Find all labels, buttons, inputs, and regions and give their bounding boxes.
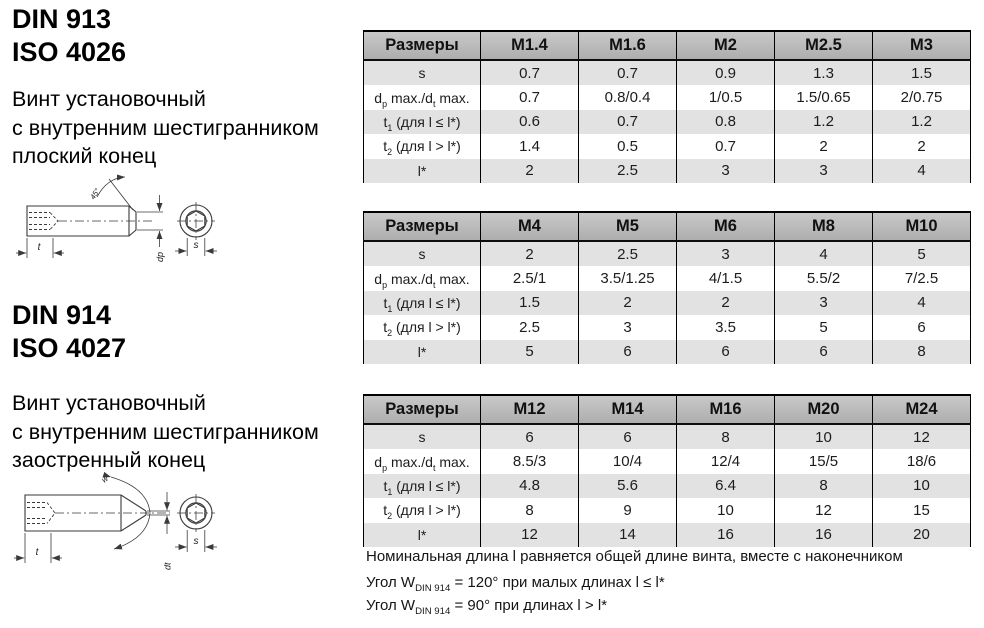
value-cell: 2/0.75	[873, 85, 971, 109]
row-label: $d_p$ $\max./d_t$ max.	[364, 266, 481, 290]
standard-heading-din914	[12, 299, 126, 365]
column-header-size: M5	[579, 212, 677, 241]
value-cell: 16	[677, 523, 775, 547]
description-din913	[12, 85, 319, 171]
row-label: s	[364, 241, 481, 266]
value-cell: 12	[873, 424, 971, 449]
value-cell: 1/0.5	[677, 85, 775, 109]
column-header-size: M14	[579, 395, 677, 424]
s-dimension-label: s	[193, 240, 199, 251]
value-cell: 0.5	[579, 134, 677, 158]
value-cell: 3	[677, 159, 775, 183]
column-header-size: M2.5	[775, 31, 873, 60]
note-angle-90: Угол $W_{DIN 914} = 90^\circ$ при длинах l > l*	[366, 597, 608, 617]
value-cell: 2.5	[579, 241, 677, 266]
end-view-crosshair	[177, 494, 215, 532]
column-header-size: M6	[677, 212, 775, 241]
value-cell: 0.8/0.4	[579, 85, 677, 109]
table-header-row	[364, 212, 971, 241]
description-line: с внутренним шестигранником	[12, 419, 319, 444]
description-line: плоский конец	[12, 144, 157, 168]
value-cell: 6	[677, 340, 775, 364]
table-header-row	[364, 395, 971, 424]
cone-angle-label: w	[99, 473, 110, 485]
note-nominal-length: Номинальная длина l равняется общей длине винта, вместе с наконечником	[366, 548, 903, 565]
value-cell: 8	[677, 424, 775, 449]
value-cell: 2	[677, 291, 775, 315]
table-row	[364, 291, 971, 315]
column-header-size: M16	[677, 395, 775, 424]
table-row	[364, 60, 971, 85]
column-header-title: Размеры	[364, 212, 481, 241]
table-row	[364, 159, 971, 183]
flat-point-screw-drawing	[12, 166, 227, 266]
column-header-size: M10	[873, 212, 971, 241]
value-cell: 5	[775, 315, 873, 339]
value-cell: 20	[873, 523, 971, 547]
column-header-size: M1.6	[579, 31, 677, 60]
note-angle-120: Угол $W_{DIN 914} = 120^\circ$ при малых длинах l ≤ l*	[366, 574, 665, 594]
value-cell: 2.5	[481, 315, 579, 339]
dimensions-table	[363, 211, 971, 364]
value-cell: 1.2	[873, 110, 971, 134]
value-cell: 0.7	[481, 60, 579, 85]
column-header-size: M3	[873, 31, 971, 60]
value-cell: 10	[873, 474, 971, 498]
cone-point-screw-drawing	[10, 470, 230, 585]
value-cell: 6	[481, 424, 579, 449]
value-cell: 6.4	[677, 474, 775, 498]
value-cell: 18/6	[873, 449, 971, 473]
description-line: Винт установочный	[12, 87, 206, 111]
value-cell: 0.7	[481, 85, 579, 109]
value-cell: 3	[775, 159, 873, 183]
value-cell: 8	[873, 340, 971, 364]
value-cell: 8	[775, 474, 873, 498]
value-cell: 1.4	[481, 134, 579, 158]
value-cell: 5.5/2	[775, 266, 873, 290]
table-row	[364, 85, 971, 109]
value-cell: 6	[873, 315, 971, 339]
hex-socket-hidden-lines	[29, 213, 58, 230]
table-row	[364, 424, 971, 449]
value-cell: 4/1.5	[677, 266, 775, 290]
iso-number: ISO 4026	[12, 37, 127, 67]
value-cell: 6	[579, 424, 677, 449]
row-label: s	[364, 424, 481, 449]
table-row	[364, 449, 971, 473]
column-header-size: M20	[775, 395, 873, 424]
dimensions-table	[363, 394, 971, 547]
value-cell: 2	[481, 159, 579, 183]
value-cell: 4	[775, 241, 873, 266]
value-cell: 1.5	[481, 291, 579, 315]
value-cell: 2	[775, 134, 873, 158]
value-cell: 12/4	[677, 449, 775, 473]
value-cell: 3.5	[677, 315, 775, 339]
din-number: DIN 913	[12, 4, 112, 34]
row-label: l*	[364, 340, 481, 364]
table-row	[364, 340, 971, 364]
row-label: $t_1$ (для l ≤ l*)	[364, 474, 481, 498]
value-cell: 1.5/0.65	[775, 85, 873, 109]
dimensions-table-m12-m24	[363, 394, 971, 547]
value-cell: 10	[677, 498, 775, 522]
hex-socket-hidden-lines	[27, 503, 55, 524]
value-cell: 6	[775, 340, 873, 364]
row-label: $t_1$ (для l ≤ l*)	[364, 110, 481, 134]
value-cell: 1.5	[873, 60, 971, 85]
value-cell: 0.7	[579, 60, 677, 85]
table-row	[364, 523, 971, 547]
table-header-row	[364, 31, 971, 60]
value-cell: 3.5/1.25	[579, 266, 677, 290]
end-view-crosshair	[177, 202, 215, 240]
value-cell: 10	[775, 424, 873, 449]
value-cell: 5	[481, 340, 579, 364]
value-cell: 3	[775, 291, 873, 315]
value-cell: 12	[481, 523, 579, 547]
value-cell: 0.6	[481, 110, 579, 134]
value-cell: 2.5/1	[481, 266, 579, 290]
value-cell: 6	[579, 340, 677, 364]
t-dimension-label: t	[35, 547, 39, 558]
value-cell: 5	[873, 241, 971, 266]
value-cell: 3	[579, 315, 677, 339]
column-header-size: M24	[873, 395, 971, 424]
value-cell: 12	[775, 498, 873, 522]
row-label: $t_2$ (для l > l*)	[364, 134, 481, 158]
dimensions-table-m1_4-m3	[363, 30, 971, 183]
value-cell: 8	[481, 498, 579, 522]
column-header-size: M8	[775, 212, 873, 241]
value-cell: 1.2	[775, 110, 873, 134]
value-cell: 0.7	[579, 110, 677, 134]
description-line: заостренный конец	[12, 448, 206, 472]
table-row	[364, 315, 971, 339]
value-cell: 9	[579, 498, 677, 522]
t-dimension-label: t	[37, 242, 41, 253]
column-header-size: M4	[481, 212, 579, 241]
row-label: l*	[364, 159, 481, 183]
value-cell: 16	[775, 523, 873, 547]
row-label: $t_1$ (для l ≤ l*)	[364, 291, 481, 315]
description-line: с внутренним шестигранником	[12, 115, 319, 140]
iso-number: ISO 4027	[12, 333, 127, 363]
value-cell: 0.9	[677, 60, 775, 85]
value-cell: 10/4	[579, 449, 677, 473]
value-cell: 4	[873, 159, 971, 183]
din-number: DIN 914	[12, 300, 112, 330]
value-cell: 2	[481, 241, 579, 266]
value-cell: 0.8	[677, 110, 775, 134]
table-row	[364, 266, 971, 290]
column-header-title: Размеры	[364, 31, 481, 60]
value-cell: 0.7	[677, 134, 775, 158]
table-row	[364, 498, 971, 522]
value-cell: 15	[873, 498, 971, 522]
description-line: Винт установочный	[12, 391, 206, 415]
value-cell: 5.6	[579, 474, 677, 498]
chamfer-angle-label: 45°	[88, 186, 102, 202]
table-row	[364, 474, 971, 498]
row-label: $d_p$ $\max./d_t$ max.	[364, 449, 481, 473]
value-cell: 8.5/3	[481, 449, 579, 473]
value-cell: 14	[579, 523, 677, 547]
value-cell: 2	[579, 291, 677, 315]
column-header-size: M1.4	[481, 31, 579, 60]
column-header-title: Размеры	[364, 395, 481, 424]
dimensions-table-m4-m10	[363, 211, 971, 364]
dt-dimension-label: dt	[162, 562, 173, 570]
value-cell: 1.3	[775, 60, 873, 85]
chamfer-leader-line	[109, 179, 133, 210]
table-row	[364, 241, 971, 266]
s-dimension-label: s	[193, 536, 199, 547]
value-cell: 4	[873, 291, 971, 315]
column-header-size: M12	[481, 395, 579, 424]
value-cell: 7/2.5	[873, 266, 971, 290]
value-cell: 2.5	[579, 159, 677, 183]
value-cell: 15/5	[775, 449, 873, 473]
standard-heading-din913	[12, 3, 126, 69]
value-cell: 2	[873, 134, 971, 158]
dp-dimension-label: dp	[155, 251, 165, 262]
table-row	[364, 110, 971, 134]
row-label: $t_2$ (для l > l*)	[364, 315, 481, 339]
row-label: l*	[364, 523, 481, 547]
row-label: $d_p$ $\max./d_t$ max.	[364, 85, 481, 109]
value-cell: 3	[677, 241, 775, 266]
value-cell: 4.8	[481, 474, 579, 498]
dimensions-table	[363, 30, 971, 183]
table-row	[364, 134, 971, 158]
description-din914	[12, 389, 319, 475]
row-label: s	[364, 60, 481, 85]
row-label: $t_2$ (для l > l*)	[364, 498, 481, 522]
column-header-size: M2	[677, 31, 775, 60]
